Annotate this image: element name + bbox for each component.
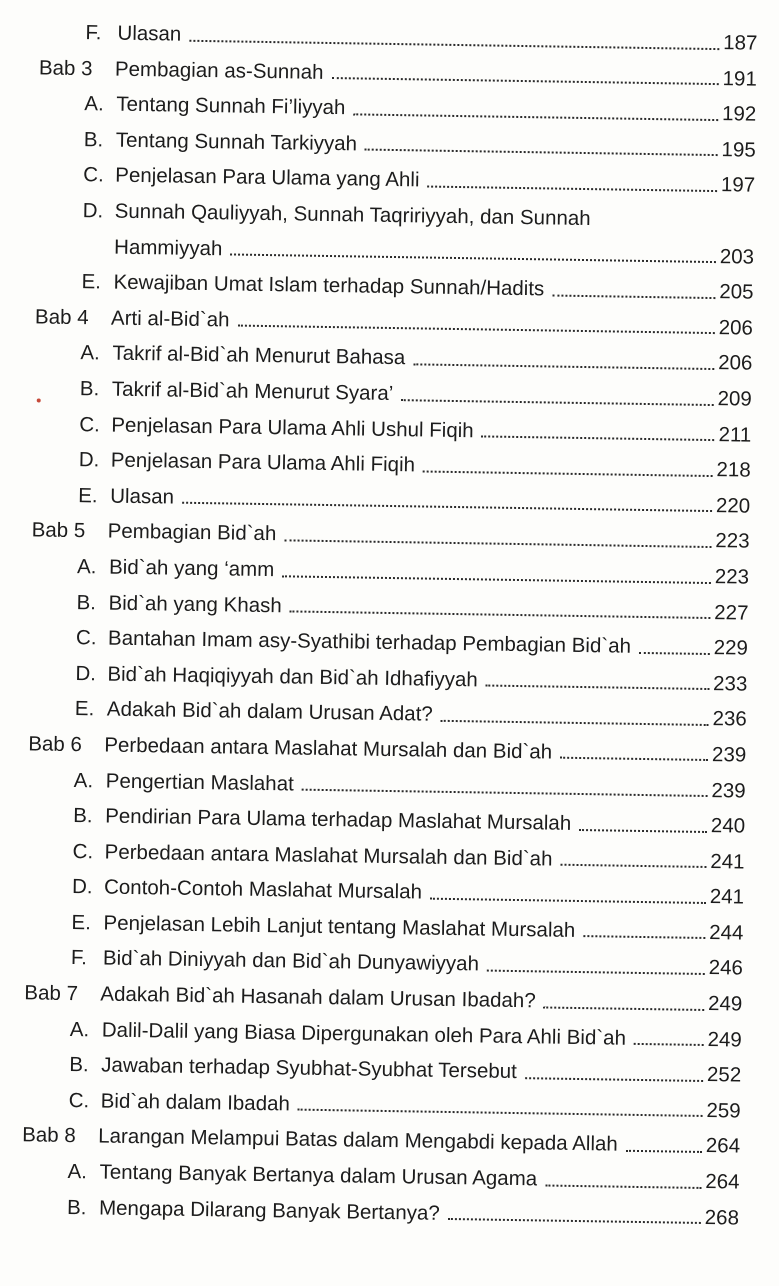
section-title: Perbedaan antara Maslahat Mursalah dan Bid`ah xyxy=(104,840,553,871)
section-letter: E. xyxy=(78,483,98,508)
section-letter: B. xyxy=(73,804,93,828)
dot-leader xyxy=(560,864,706,868)
page-number: 249 xyxy=(707,992,743,1016)
dot-leader xyxy=(639,652,710,655)
section-letter: B. xyxy=(76,590,97,614)
section-title: Pengertian Maslahat xyxy=(105,769,294,796)
page-number: 223 xyxy=(715,529,750,553)
indent-space xyxy=(21,1218,67,1219)
dot-leader xyxy=(583,936,705,940)
page-number: 259 xyxy=(706,1098,741,1123)
page-number: 241 xyxy=(710,849,745,874)
section-letter: E. xyxy=(71,910,92,935)
section-letter: A. xyxy=(76,555,97,579)
section-title: Bid`ah yang ‘amm xyxy=(108,555,275,582)
chapter-number: Bab 3 xyxy=(38,56,93,80)
page-number: 205 xyxy=(719,280,754,304)
chapter-title: Pembagian Bid`ah xyxy=(107,519,277,546)
section-title: Ulasan xyxy=(110,484,175,509)
dot-leader xyxy=(423,470,713,477)
section-title: Bid`ah Diniyyah dan Bid`ah Dunyawiyyah xyxy=(102,947,480,976)
page-number: 239 xyxy=(711,742,747,767)
page-number: 233 xyxy=(712,671,748,696)
dot-leader xyxy=(413,363,714,370)
section-letter: C. xyxy=(83,163,104,187)
page-number: 195 xyxy=(721,137,756,162)
section-letter: D. xyxy=(71,875,93,899)
chapter-title: Arti al-Bid`ah xyxy=(110,306,230,332)
dot-leader xyxy=(545,1184,701,1188)
page-number: 244 xyxy=(709,920,744,945)
section-letter: E. xyxy=(81,270,102,294)
page-number: 241 xyxy=(709,885,745,909)
section-title: Penjelasan Para Ulama Ahli Fiqih xyxy=(110,448,416,477)
page-number: 252 xyxy=(706,1063,742,1087)
page-number: 246 xyxy=(708,956,744,981)
section-title: Pendirian Para Ulama terhadap Maslahat Mursalah xyxy=(105,804,572,835)
chapter-title: Pembagian as-Sunnah xyxy=(114,57,324,84)
section-letter: B. xyxy=(79,377,100,401)
dot-leader xyxy=(525,1077,703,1082)
section-title: Penjelasan Para Ulama Ahli Ushul Fiqih xyxy=(111,413,474,442)
page-number: 218 xyxy=(716,458,751,482)
page-number: 249 xyxy=(707,1027,742,1052)
page-number: 239 xyxy=(711,778,746,803)
section-letter: F. xyxy=(70,946,88,970)
section-letter: C. xyxy=(68,1088,90,1113)
dot-leader xyxy=(544,1006,704,1011)
section-title: Tentang Sunnah Fi’liyyah xyxy=(116,92,346,120)
dot-leader xyxy=(441,720,709,726)
section-title: Bantahan Imam asy-Syathibi terhadap Pembagian Bid`ah xyxy=(107,626,632,658)
dot-leader xyxy=(401,399,713,406)
dot-leader xyxy=(365,149,718,157)
page-number: 223 xyxy=(714,565,750,589)
section-letter: D. xyxy=(75,661,97,686)
page-number: 220 xyxy=(715,493,751,518)
section-letter: B. xyxy=(83,127,104,152)
dot-leader xyxy=(634,1043,704,1046)
section-title: Tentang Banyak Bertanya dalam Urusan Agama xyxy=(99,1160,538,1191)
page-number: 191 xyxy=(722,66,758,91)
page-number: 192 xyxy=(721,102,757,126)
page-number: 264 xyxy=(705,1170,740,1194)
chapter-number: Bab 4 xyxy=(34,305,89,330)
dot-leader xyxy=(427,186,716,193)
table-of-contents xyxy=(21,8,758,1229)
section-letter: A. xyxy=(80,341,101,365)
section-title: Dalil-Dalil yang Biasa Dipergunakan oleh Para Ahli Bid`ah xyxy=(101,1018,627,1050)
page-number: 229 xyxy=(713,636,749,660)
dot-leader xyxy=(626,1150,702,1153)
dot-leader xyxy=(353,113,718,121)
page-number: 206 xyxy=(717,351,753,376)
chapter-number: Bab 5 xyxy=(31,518,86,543)
dot-leader xyxy=(579,829,707,833)
dot-leader xyxy=(560,757,708,761)
section-title: Sunnah Qauliyyah, Sunnah Taqririyyah, dan Sunnah xyxy=(114,199,591,231)
section-letter: D. xyxy=(82,199,104,223)
page-number: 211 xyxy=(718,422,752,447)
section-letter: A. xyxy=(69,1017,90,1041)
dot-leader xyxy=(331,77,718,85)
section-title: Takrif al-Bid`ah Menurut Bahasa xyxy=(112,341,406,370)
dot-leader xyxy=(552,294,715,299)
section-letter: B. xyxy=(69,1053,89,1077)
dot-leader xyxy=(486,685,709,691)
section-title: Bid`ah yang Khash xyxy=(108,591,282,617)
section-title: Penjelasan Para Ulama yang Ahli xyxy=(115,164,420,192)
page-number: 187 xyxy=(723,31,758,55)
section-letter: C. xyxy=(79,412,101,436)
section-title: Ulasan xyxy=(117,21,182,46)
section-title-continuation: Hammiyyah xyxy=(113,235,223,260)
section-letter: C. xyxy=(72,839,94,864)
chapter-number: Bab 7 xyxy=(24,981,79,1006)
section-letter: F. xyxy=(85,21,102,45)
page-number: 203 xyxy=(719,244,755,269)
section-letter: D. xyxy=(78,448,100,472)
chapter-title: Perbedaan antara Maslahat Mursalah dan Bid`ah xyxy=(104,733,553,764)
chapter-title: Larangan Melampui Batas dalam Mengabdi kepada Allah xyxy=(97,1124,618,1157)
chapter-number: Bab 8 xyxy=(21,1123,76,1148)
page-number: 206 xyxy=(718,315,754,340)
section-letter: E. xyxy=(74,697,95,721)
page-number: 209 xyxy=(717,387,753,411)
page-number: 227 xyxy=(714,600,749,625)
section-title: Bid`ah Haqiqiyyah dan Bid`ah Idhafiyyah xyxy=(107,662,478,692)
chapter-number: Bab 6 xyxy=(28,732,83,757)
section-letter: A. xyxy=(67,1160,88,1184)
section-title: Adakah Bid`ah dalam Urusan Adat? xyxy=(106,697,433,726)
page-number: 197 xyxy=(720,173,756,198)
section-title: Bid`ah dalam Ibadah xyxy=(100,1089,291,1116)
page-number: 264 xyxy=(705,1134,741,1158)
section-title: Kewajiban Umat Islam terhadap Sunnah/Hadits xyxy=(113,270,545,301)
section-title: Penjelasan Lebih Lanjut tentang Maslahat Mursalah xyxy=(103,911,576,942)
page-number: 268 xyxy=(704,1205,740,1230)
section-title: Takrif al-Bid`ah Menurut Syara’ xyxy=(111,377,394,405)
chapter-title: Adakah Bid`ah Hasanah dalam Urusan Ibadah? xyxy=(100,982,536,1013)
section-title: Jawaban terhadap Syubhat-Syubhat Tersebut xyxy=(101,1053,518,1084)
dot-leader xyxy=(482,436,715,442)
section-title: Tentang Sunnah Tarkiyyah xyxy=(115,128,358,156)
section-letter: B. xyxy=(66,1195,87,1219)
section-title: Contoh-Contoh Maslahat Mursalah xyxy=(103,875,423,904)
dot-leader xyxy=(430,898,706,904)
section-title: Mengapa Dilarang Banyak Bertanya? xyxy=(98,1196,440,1225)
section-letter: C. xyxy=(75,626,97,650)
dot-leader xyxy=(448,1218,701,1224)
section-letter: A. xyxy=(84,92,104,116)
page-number: 236 xyxy=(712,707,747,731)
page-number: 240 xyxy=(710,814,746,838)
dot-leader xyxy=(487,970,705,975)
section-letter: A. xyxy=(73,768,94,792)
